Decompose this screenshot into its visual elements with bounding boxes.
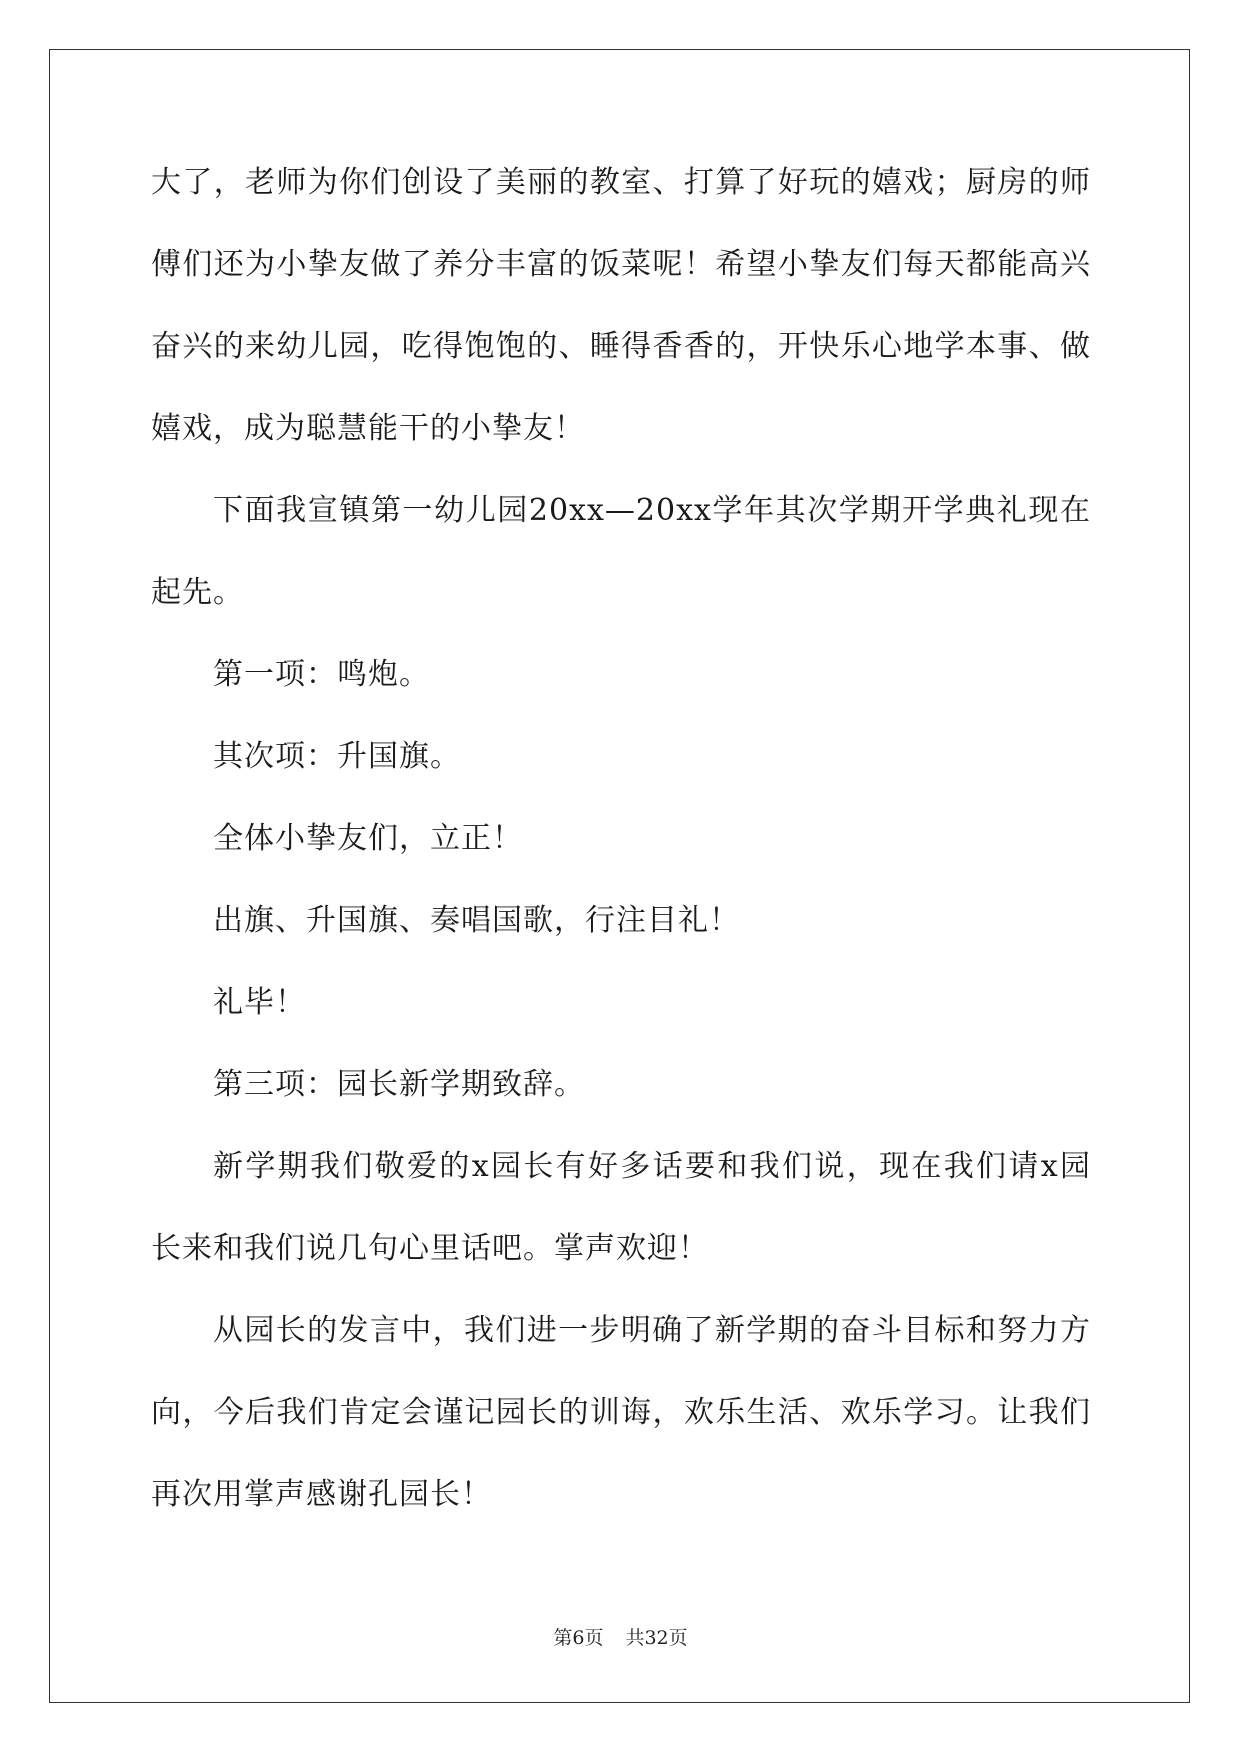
body-text-line: 下面我宣镇第一幼儿园20xx—20xx学年其次学期开学典礼现在 bbox=[213, 493, 1091, 528]
body-text-line: 向，今后我们肯定会谨记园长的训诲，欢乐生活、欢乐学习。让我们 bbox=[151, 1395, 1091, 1430]
page-footer bbox=[0, 1624, 1241, 1652]
body-text-line: 新学期我们敬爱的x园长有好多话要和我们说，现在我们请x园 bbox=[213, 1149, 1091, 1184]
body-text-line: 大了，老师为你们创设了美丽的教室、打算了好玩的嬉戏；厨房的师 bbox=[151, 165, 1091, 200]
body-text-line: 出旗、升国旗、奏唱国歌，行注目礼！ bbox=[213, 903, 740, 938]
body-text-line: 全体小挚友们，立正！ bbox=[213, 821, 523, 856]
body-text-line: 傅们还为小挚友做了养分丰富的饭菜呢！希望小挚友们每天都能高兴 bbox=[151, 247, 1091, 282]
current-page-number: 第6页 bbox=[553, 1627, 604, 1649]
agenda-item: 第一项：鸣炮。 bbox=[213, 657, 430, 692]
agenda-item: 其次项：升国旗。 bbox=[213, 739, 461, 774]
body-text-line: 起先。 bbox=[151, 575, 244, 610]
body-text-line: 从园长的发言中，我们进一步明确了新学期的奋斗目标和努力方 bbox=[213, 1313, 1091, 1348]
body-text-line: 再次用掌声感谢孔园长！ bbox=[151, 1477, 492, 1512]
total-page-count: 共32页 bbox=[625, 1627, 688, 1649]
agenda-item: 第三项：园长新学期致辞。 bbox=[213, 1067, 585, 1102]
page-border bbox=[49, 49, 1190, 1703]
body-text-line: 嬉戏，成为聪慧能干的小挚友！ bbox=[151, 411, 585, 446]
body-text-line: 长来和我们说几句心里话吧。掌声欢迎！ bbox=[151, 1231, 709, 1266]
body-text-line: 奋兴的来幼儿园，吃得饱饱的、睡得香香的，开快乐心地学本事、做 bbox=[151, 329, 1091, 364]
body-text-line: 礼毕！ bbox=[213, 985, 306, 1020]
